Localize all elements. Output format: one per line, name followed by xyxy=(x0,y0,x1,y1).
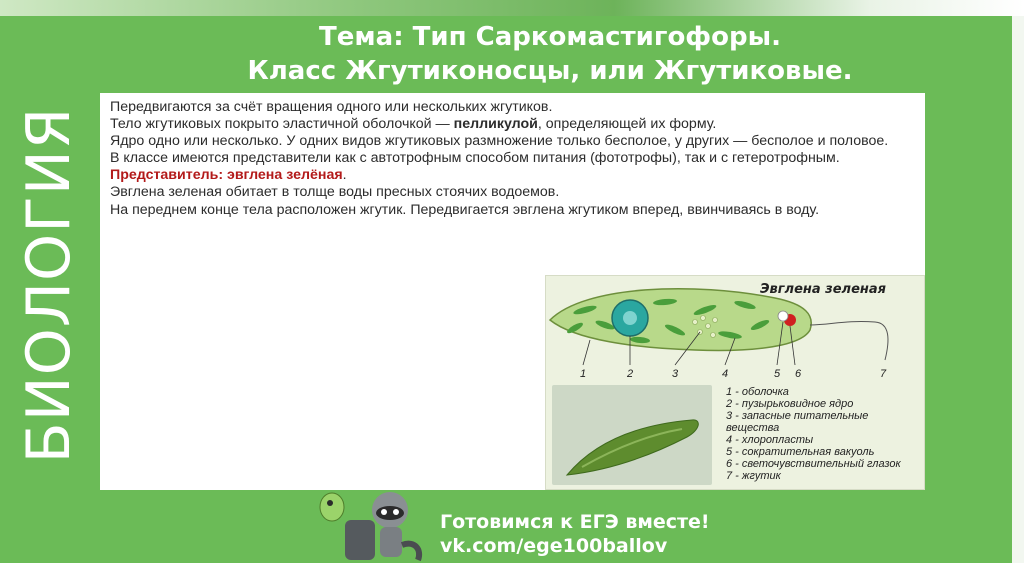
term-pellicle: пелликулой xyxy=(453,116,538,133)
paragraph-6: Эвглена зеленая обитает в толще воды пресных стоячих водоемов. xyxy=(110,184,560,201)
legend-item-1: 1 - оболочка xyxy=(726,386,789,398)
title-line-1: Тема: Тип Саркомастигофоры. xyxy=(319,22,781,52)
side-label xyxy=(8,106,90,464)
legend-item-7: 7 - жгутик xyxy=(726,470,781,482)
bottom-strip xyxy=(0,563,1024,586)
label-number-4: 4 xyxy=(722,368,729,380)
label-number-2: 2 xyxy=(627,368,634,380)
body-text xyxy=(110,99,915,219)
legend-item-2: 2 - пузырьковидное ядро xyxy=(726,398,854,410)
paragraph-7: На переднем конце тела расположен жгутик. Передвигается эвглена жгутиком вперед, ввинчиваясь в воду. xyxy=(110,201,820,218)
footer-link[interactable]: vk.com/ege100ballov xyxy=(440,535,668,557)
label-number-6: 6 xyxy=(795,368,802,380)
legend-item-4: 4 - хлоропласты xyxy=(726,434,814,446)
label-number-3: 3 xyxy=(672,368,679,380)
figure-title: Эвглена зеленая xyxy=(760,282,886,297)
paragraph-3: Ядро одно или несколько. У одних видов жгутиковых размножение только бесполое, у других — бесполое и половое. xyxy=(110,133,889,150)
euglena-photo xyxy=(552,385,712,485)
side-label-text: БИОЛОГИЯ xyxy=(14,106,84,464)
footer-slogan: Готовимся к ЕГЭ вместе! xyxy=(440,511,710,533)
top-decor-bar xyxy=(0,0,1024,16)
figure-legend xyxy=(726,386,922,482)
legend-item-6: 6 - светочувствительный глазок xyxy=(726,458,901,470)
label-number-5: 5 xyxy=(774,368,781,380)
slide-title xyxy=(100,20,1000,88)
paragraph-1: Передвигаются за счёт вращения одного или нескольких жгутиков. xyxy=(110,99,553,115)
paragraph-2-start: Тело жгутиковых покрыто эластичной оболочкой — xyxy=(110,116,454,133)
paragraph-5 xyxy=(110,167,915,184)
paragraph-2 xyxy=(110,116,915,133)
paragraph-4: В классе имеются представители как с автотрофным способом питания (фототрофы), так и с гетеротрофным. xyxy=(110,150,840,167)
label-number-1: 1 xyxy=(580,368,587,380)
title-line-2: Класс Жгутиконосцы, или Жгутиковые. xyxy=(247,56,853,86)
representative-dot: . xyxy=(342,167,347,184)
representative-heading: Представитель: эвглена зелёная xyxy=(110,167,343,184)
legend-item-5: 5 - сократительная вакуоль xyxy=(726,446,875,458)
paragraph-2-end: , определяющей их форму. xyxy=(537,116,717,133)
label-number-7: 7 xyxy=(880,368,887,380)
legend-item-3: 3 - запасные питательные вещества xyxy=(726,410,869,434)
euglena-photo-icon xyxy=(552,385,712,485)
right-edge-decor xyxy=(1012,16,1024,563)
raccoon-mascot-icon xyxy=(310,485,430,563)
footer xyxy=(440,510,710,558)
